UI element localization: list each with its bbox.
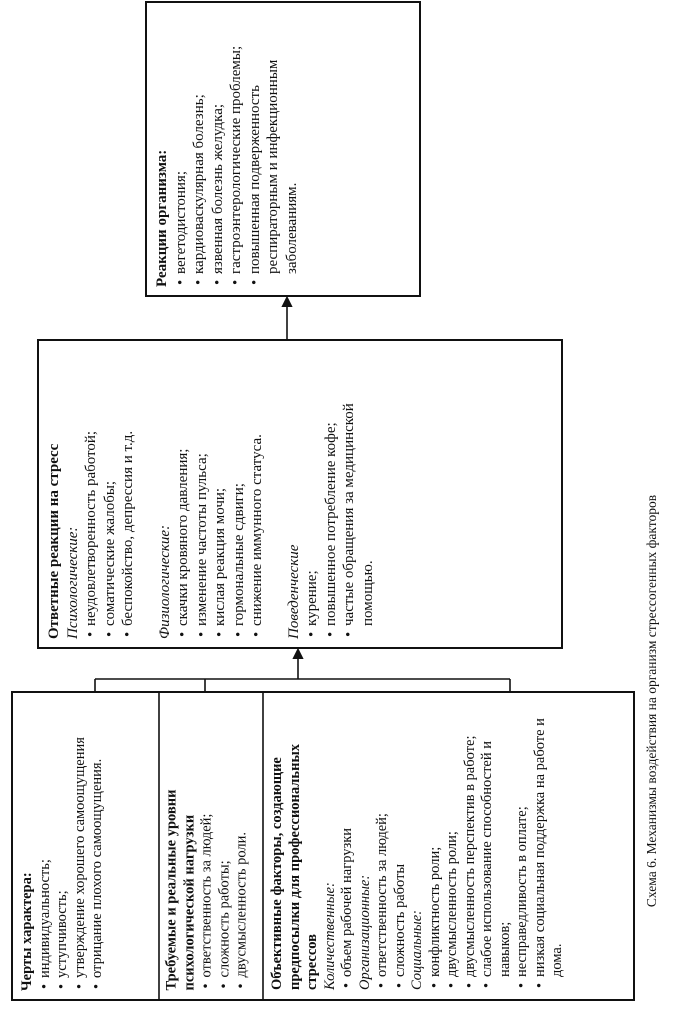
psychological-load-box [161, 695, 262, 997]
stress-responses-title: Ответные реакции на стресс [46, 443, 62, 639]
group-label-organizational: Организационные: [356, 874, 373, 990]
list-item: • утверждение хорошего самоощущения [72, 701, 90, 991]
organism-reactions-title: Реакции организма: [154, 149, 170, 287]
list-item: • двусмысленность перспектив в работе; [462, 700, 480, 990]
list-item: • низкая социальная поддержка на работе и дома. [532, 700, 567, 990]
psychological-load-title: Требуемые и реальные уровни психологической нагрузки [163, 789, 197, 991]
list-item: • неудовлетворенность работой; [82, 349, 101, 639]
list-item: • язвенная болезнь желудка; [209, 11, 228, 287]
group-label-social: Социальные: [409, 910, 425, 990]
list-item: • гормональные сдвиги; [230, 349, 249, 639]
group-label-quantitative: Количественные: [321, 882, 338, 990]
list-item: • конфликтность роли; [427, 700, 445, 990]
list-item: • двусмысленность роли; [444, 700, 462, 990]
list-item: • вегетодистония; [172, 11, 191, 287]
list-item: • соматические жалобы; [101, 349, 120, 639]
list-item: • беспокойство, депрессия и т.д. [119, 349, 138, 639]
list-item: • сложность работы; [216, 701, 234, 991]
list-item: • кардиоваскулярная болезнь; [190, 11, 209, 287]
list-item: • снижение иммунного статуса. [248, 349, 267, 639]
list-item: • ответственность за людей; [374, 700, 392, 990]
list-item: • повышенная подверженность респираторным и инфекционным заболеваниям. [246, 11, 302, 287]
group-label-physiological: Физиологические: [156, 524, 173, 639]
list-item: • частые обращения за медицинской помощью. [340, 349, 377, 639]
list-item: • слабое использование способностей и навыков; [479, 700, 514, 990]
group-label-behavioral: Поведенческие [285, 544, 302, 639]
stress-responses-box [41, 343, 559, 645]
group-label-psychological: Психологические: [64, 526, 81, 639]
list-item: • кислая реакция мочи; [211, 349, 230, 639]
character-traits-box [15, 695, 157, 997]
character-traits-title: Черты характера: [19, 872, 35, 991]
list-item: • изменение частоты пульса; [193, 349, 212, 639]
list-item: • уступчивость; [54, 701, 72, 991]
diagram-caption: Схема 6. Механизмы воздействия на организм стрессогенных факторов [644, 494, 659, 908]
list-item: • курение; [303, 349, 322, 639]
list-item: • гастроэнтерологические проблемы; [227, 11, 246, 287]
organism-reactions-box [149, 5, 417, 293]
list-item: • индивидуальность; [37, 701, 55, 991]
list-item: • повышенное потребление кофе; [322, 349, 341, 639]
list-item: • двусмысленность роли. [234, 701, 252, 991]
objective-factors-title: Объективные факторы, создающие предпосылки для профессиональных стрессов [269, 743, 320, 990]
list-item: • несправедливость в оплате; [514, 700, 532, 990]
objective-factors-box [265, 694, 631, 996]
list-item: • отрицание плохого самоощущения. [89, 701, 107, 991]
list-item: • сложность работы [392, 700, 410, 990]
list-item: • объем рабочей нагрузки [339, 700, 357, 990]
list-item: • скачки кровяного давления; [174, 349, 193, 639]
list-item: • ответственность за людей; [199, 701, 217, 991]
